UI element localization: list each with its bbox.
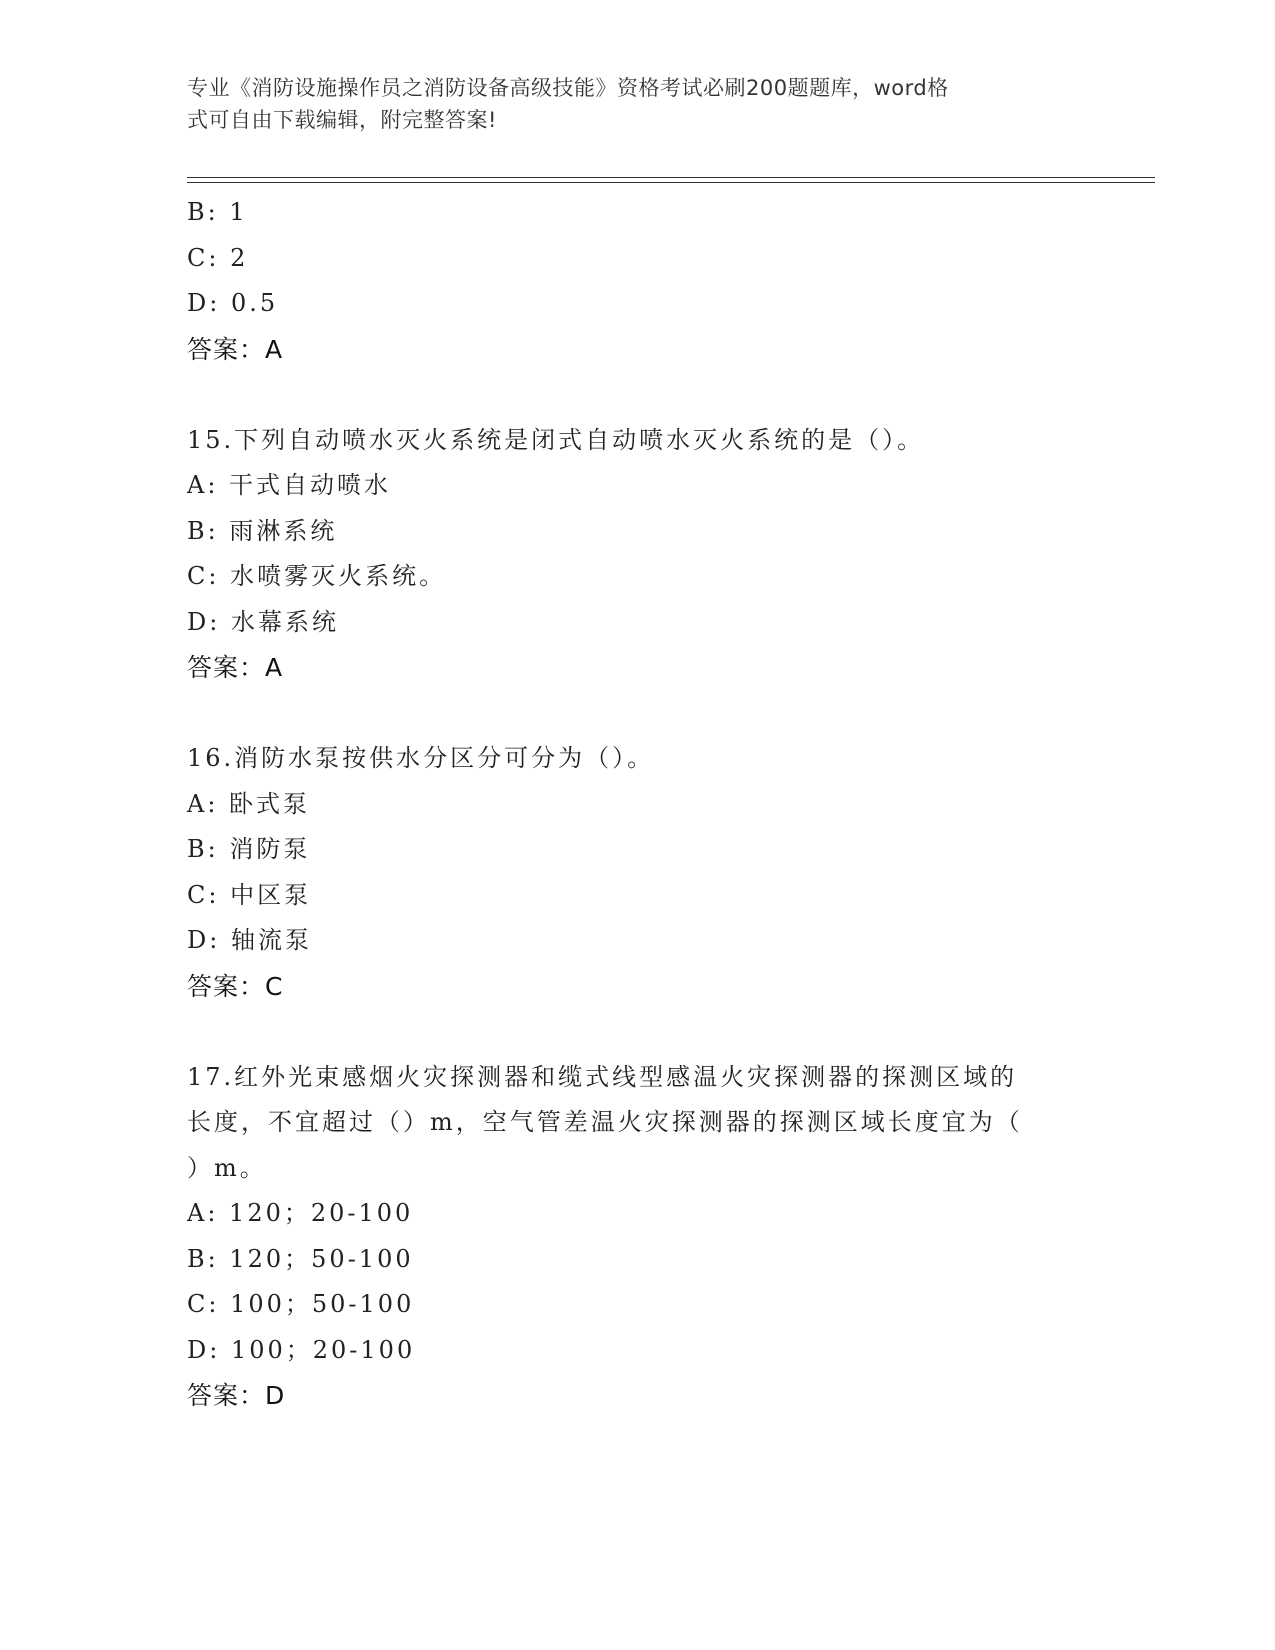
option-c: C: 2 — [187, 243, 249, 272]
question-17 — [187, 1055, 1087, 1419]
question-text: 15.下列自动喷水灭火系统是闭式自动喷水灭火系统的是（）。 — [187, 425, 925, 454]
option-a: A: 120；20-100 — [187, 1199, 414, 1227]
option-b: B: 1 — [187, 198, 248, 226]
option-a: A: 干式自动喷水 — [187, 471, 392, 499]
header-line-1: 专业《消防设施操作员之消防设备高级技能》资格考试必刷200题题库，word格 — [187, 76, 949, 100]
option-d: D: 水幕系统 — [187, 607, 339, 636]
answer: 答案：D — [187, 1381, 286, 1410]
option-c: C: 100；50-100 — [187, 1290, 415, 1318]
option-c: C: 水喷雾灭火系统。 — [187, 562, 447, 590]
option-d: D: 100；20-100 — [187, 1335, 416, 1364]
question-text: 16.消防水泵按供水分区分可分为（）。 — [187, 744, 655, 772]
document-header — [187, 72, 1067, 136]
option-d: D: 轴流泵 — [187, 926, 312, 954]
question-text-line-2: 长度，不宜超过（）m，空气管差温火灾探测器的探测区域长度宜为（ — [187, 1108, 1023, 1136]
option-b: B: 120；50-100 — [187, 1244, 414, 1273]
question-text-line-3: ）m。 — [187, 1153, 267, 1182]
answer: 答案：C — [187, 971, 284, 1001]
question-15 — [187, 418, 1087, 691]
option-a: A: 卧式泵 — [187, 789, 311, 818]
question-text-line-1: 17.红外光束感烟火灾探测器和缆式线型感温火灾探测器的探测区域的 — [187, 1062, 1018, 1091]
option-b: B: 消防泵 — [187, 835, 311, 863]
document-body — [187, 190, 1087, 1419]
header-divider — [187, 177, 1155, 183]
option-d: D: 0.5 — [187, 289, 279, 317]
question-14-tail — [187, 190, 1087, 372]
option-c: C: 中区泵 — [187, 880, 312, 909]
header-line-2: 式可自由下载编辑，附完整答案! — [187, 108, 497, 132]
question-16 — [187, 736, 1087, 1009]
answer: 答案：A — [187, 653, 284, 682]
option-b: B: 雨淋系统 — [187, 516, 338, 545]
answer: 答案：A — [187, 334, 284, 364]
